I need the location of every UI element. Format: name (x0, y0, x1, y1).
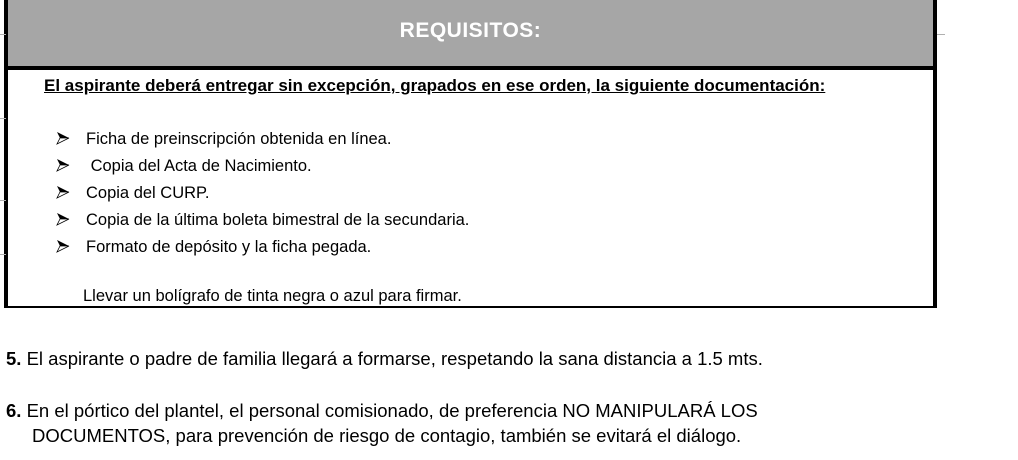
requirements-header (8, 0, 933, 70)
arrow-bullet-icon (56, 185, 70, 199)
list-item-text: Copia de la última boleta bimestral de la secundaria. (86, 211, 470, 229)
list-item (56, 182, 469, 209)
paragraph-text: DOCUMENTOS, para prevención de riesgo de contagio, también se evitará el diálogo. (32, 425, 742, 446)
paragraph-5 (6, 346, 763, 371)
arrow-bullet-icon (56, 212, 70, 226)
instructions-text: El aspirante deberá entregar sin excepción, grapados en ese orden, la siguiente documentación: (44, 76, 826, 95)
list-item-text: Formato de depósito y la ficha pegada. (86, 238, 372, 256)
requirements-title: REQUISITOS: (399, 19, 542, 42)
row-divider-tick (0, 254, 6, 255)
paragraph-text: En el pórtico del plantel, el personal comisionado, de preferencia NO MANIPULARÁ LOS (26, 400, 758, 421)
list-item-text: Copia del CURP. (86, 184, 210, 202)
requirements-box (4, 0, 937, 308)
list-item (56, 128, 469, 155)
list-item (56, 155, 469, 182)
document-list (56, 128, 469, 263)
arrow-bullet-icon (56, 239, 70, 253)
paragraph-number: 5. (6, 348, 22, 369)
list-item (56, 209, 469, 236)
row-divider-tick (0, 34, 6, 35)
list-item-text: Copia del Acta de Nacimiento. (86, 157, 312, 175)
pen-note: Llevar un bolígrafo de tinta negra o azul para firmar. (83, 287, 462, 305)
row-divider-tick (937, 34, 945, 35)
paragraph-text: El aspirante o padre de familia llegará a formarse, respetando la sana distancia a 1.5 mts. (26, 348, 763, 369)
row-divider-tick (0, 200, 6, 201)
paragraph-number: 6. (6, 400, 22, 421)
arrow-bullet-icon (56, 158, 70, 172)
row-divider-tick (0, 118, 6, 119)
paragraph-6 (6, 398, 758, 448)
list-item-text: Ficha de preinscripción obtenida en línea. (86, 130, 392, 148)
arrow-bullet-icon (56, 131, 70, 145)
list-item (56, 236, 469, 263)
